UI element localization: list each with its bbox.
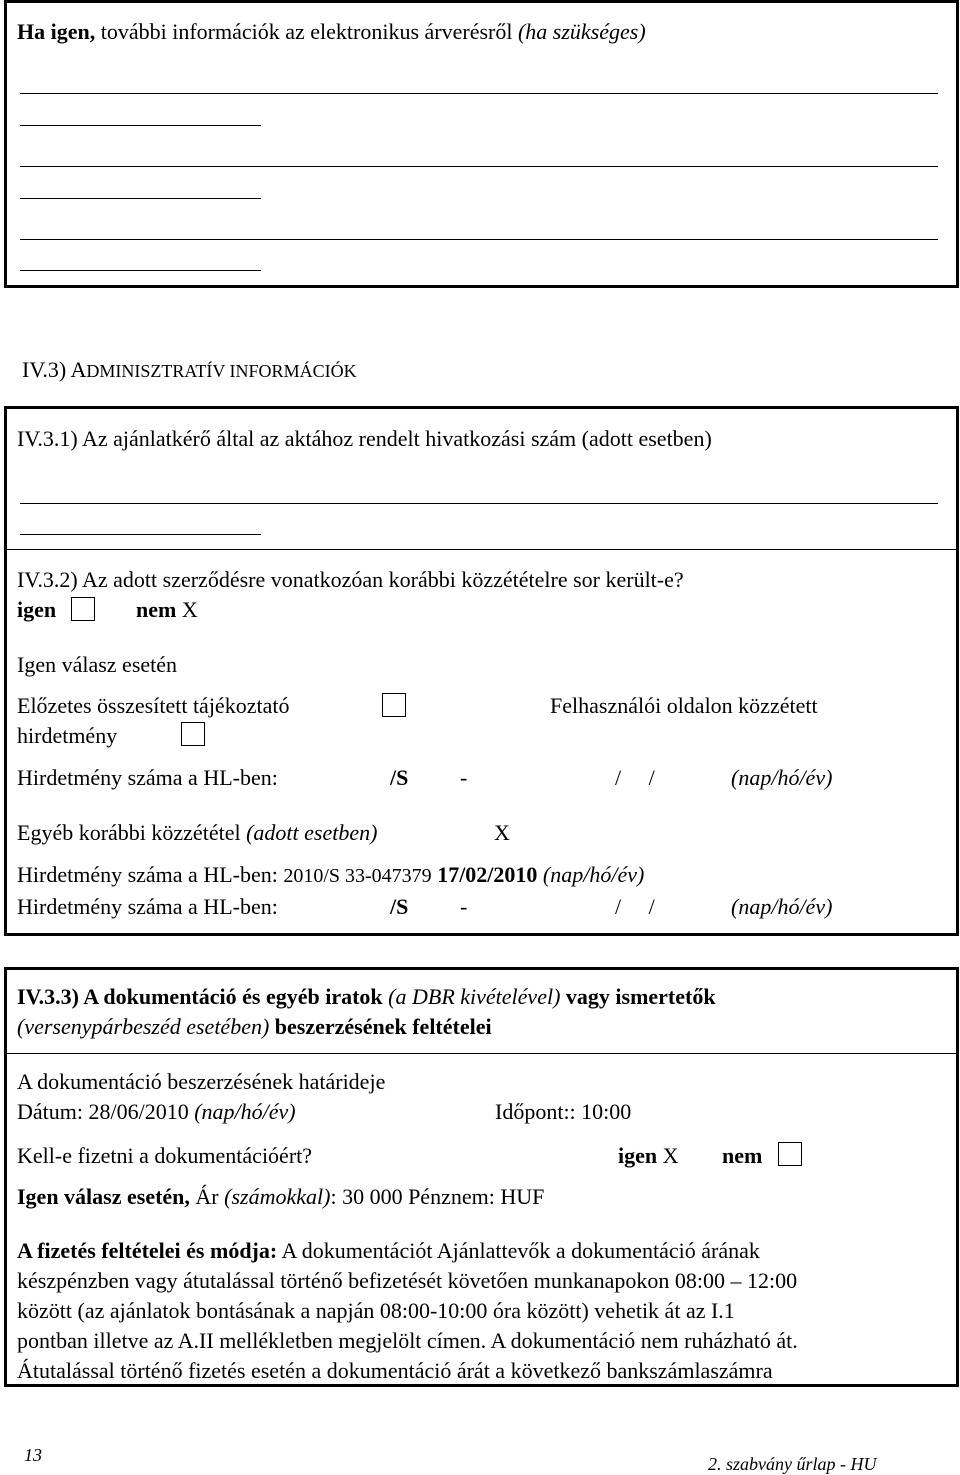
answer-line [20,166,938,167]
hl-date-format: (nap/hó/év) [731,765,833,790]
hl3-slash-s: /S [390,894,409,919]
price-rest: : 30 000 Pénznem: HUF [330,1184,545,1209]
payment-text1: A dokumentációt Ajánlattevők a dokumentáció árának [281,1238,760,1263]
hl3-format: (nap/hó/év) [731,894,833,919]
hl-number-label: Hirdetmény száma a HL-ben: [17,765,278,790]
price-bold: Igen válasz esetén, [17,1184,190,1209]
deadline-date-row [17,1101,296,1123]
answer-line [20,239,938,240]
hl-dash: - [460,765,468,790]
hl2-format: (nap/hó/év) [542,862,645,887]
pay-nem-checkbox[interactable] [778,1142,802,1166]
iv32-nem-label: nem [136,597,177,622]
auction-heading-note: (ha szükséges) [517,19,646,44]
buyer-profile-label: Felhasználói oldalon közzétett [550,693,818,718]
buyer-profile-checkbox[interactable] [181,722,205,746]
iv32-answer-row [17,599,56,621]
answer-line [20,534,261,535]
answer-line [20,198,261,199]
price-row [17,1186,544,1208]
pay-question: Kell-e fizetni a dokumentációért? [17,1143,313,1168]
iv33-title-bold3: beszerzésének feltételei [274,1014,492,1039]
payment-line3: között (az ajánlatok bontásának a napján 08:00-10:00 óra között) vehetik át az I.1 [17,1298,735,1323]
auction-heading-bold: Ha igen, [17,19,96,44]
iv33-title-line2 [17,1016,492,1038]
iv32-igen-label: igen [17,597,57,622]
other-publication-label: Egyéb korábbi közzététel [17,820,241,845]
payment-line4: pontban illetve az A.II mellékletben megjelölt címen. A dokumentáció nem ruházható át. [17,1328,798,1353]
iv31-note: (adott esetben) [581,426,712,451]
section-heading-prefix: IV.3) A [22,357,87,382]
divider [4,549,959,550]
price-label: Ár [195,1184,219,1209]
prior-info-checkbox[interactable] [382,693,406,717]
notice-label: hirdetmény [17,723,118,748]
section-heading [22,359,357,381]
iv32-igen-checkbox[interactable] [71,597,95,621]
auction-heading-text: további információk az elektronikus árverésről [100,19,513,44]
hl-slashes: / / [615,765,655,790]
hl3-dash: - [460,894,468,919]
iv33-title-italic2: (versenypárbeszéd esetében) [17,1014,270,1039]
iv32-label: IV.3.2) Az adott szerződésre vonatkozóan korábbi közzétételre sor került-e? [17,567,684,592]
iv32-nem-mark[interactable]: X [181,597,198,622]
pay-igen-row [618,1145,679,1167]
iv32-yes-answer: Igen válasz esetén [17,652,178,677]
iv31-label [17,428,712,450]
deadline-time: Időpont:: 10:00 [495,1099,632,1124]
iv33-title-bold2: vagy ismertetők [565,984,716,1009]
hl2-row [17,864,644,886]
iv33-title-bold1: IV.3.3) A dokumentáció és egyéb iratok [17,984,383,1009]
hl-slash-s: /S [390,765,409,790]
hl3-label: Hirdetmény száma a HL-ben: [17,894,278,919]
other-publication-note: (adott esetben) [246,820,378,845]
payment-bold: A fizetés feltételei és módja: [17,1238,278,1263]
iv33-title-italic1: (a DBR kivételével) [388,984,561,1009]
hl2-date: 17/02/2010 [437,862,538,887]
deadline-date: Dátum: 28/06/2010 [17,1099,189,1124]
iv31-label-text: IV.3.1) Az ajánlatkérő által az aktához rendelt hivatkozási szám [17,426,577,451]
pay-igen-label: igen [618,1143,658,1168]
deadline-label: A dokumentáció beszerzésének határideje [17,1069,386,1094]
pay-igen-mark[interactable]: X [662,1143,679,1168]
answer-line [20,93,938,94]
hl2-label: Hirdetmény száma a HL-ben: [17,862,278,887]
section-heading-smallcaps [86,361,356,381]
form-name: 2. szabvány űrlap - HU [708,1454,877,1474]
payment-line2: készpénzben vagy átutalással történő befizetését követően munkanapokon 08:00 – 12:00 [17,1268,798,1293]
payment-line1 [17,1240,760,1262]
price-italic: (számokkal) [224,1184,331,1209]
other-publication-mark[interactable]: X [494,820,510,845]
hl2-value: 2010/S 33-047379 [283,865,432,887]
section-heading-sc1: DMINISZTRATÍV INFORMÁCIÓK [86,361,357,381]
prior-info-label: Előzetes összesített tájékoztató [17,693,290,718]
hl3-slashes: / / [615,894,655,919]
answer-line [20,125,261,126]
auction-heading [17,21,646,43]
payment-line5: Átutalással történő fizetés esetén a dokumentáció árát a következő bankszámlaszámra [17,1358,773,1383]
iv33-title-line1 [17,986,716,1008]
other-publication-row [17,822,377,844]
answer-line [20,270,261,271]
answer-line [20,503,938,504]
pay-nem-label: nem [722,1143,763,1168]
deadline-date-format: (nap/hó/év) [194,1099,296,1124]
page-number: 13 [24,1445,42,1465]
iv32-nem-row [136,599,198,621]
divider [4,1053,959,1054]
